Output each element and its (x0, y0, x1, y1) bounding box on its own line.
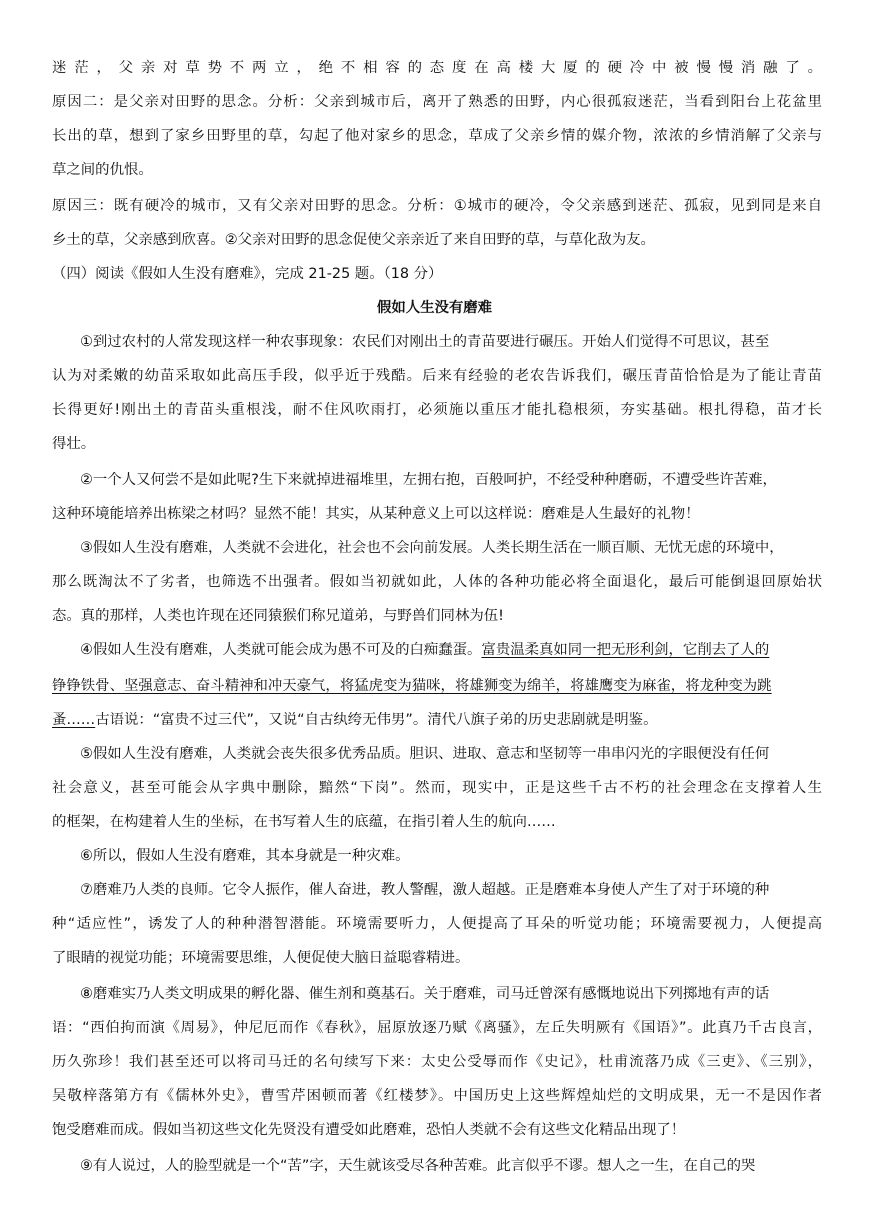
text-line: 社会意义，甚至可能会从字典中删除，黯然“下岗”。然而，现实中，正是这些千古不朽的社会理念在支撑着人生 (52, 780, 822, 796)
text-line (52, 676, 822, 696)
text-segment: ④假如人生没有磨难，人类就可能会成为愚不可及的白痴蠢蛋。 (80, 642, 482, 658)
text-line: ⑥所以，假如人生没有磨难，其本身就是一种灾难。 (80, 848, 410, 864)
text-line: 认为对柔嫩的幼苗采取如此高压手段，似乎近于残酷。后来有经验的老农告诉我们，碾压青苗恰恰是为了能让青苗 (52, 368, 822, 384)
text-line: ⑨有人说过，人的脸型就是一个“苦”字，天生就该受尽各种苦难。此言似乎不谬。想人之一生，在自己的哭 (80, 1158, 756, 1174)
text-line: 种“适应性”，诱发了人的种种潜智潜能。环境需要听力，人便提高了耳朵的听觉功能；环境需要视力，人便提高 (52, 916, 822, 932)
text-line: ①到过农村的人常发现这样一种农事现象：农民们对刚出土的青苗要进行碾压。开始人们觉得不可思议，甚至 (80, 334, 770, 350)
text-line (80, 640, 822, 660)
text-line: ⑦磨难乃人类的良师。它令人振作，催人奋进，教人警醒，激人超越。正是磨难本身使人产生了对于环境的种 (80, 882, 770, 898)
text-segment: 古语说：“富贵不过三代”，又说“自古纨绔无伟男”。清代八旗子弟的历史悲剧就是明鉴。 (95, 712, 658, 728)
text-line: ②一个人又何尝不是如此呢?生下来就掉进福堆里，左拥右抱，百般呵护，不经受种种磨砺，不遭受些许苦难， (80, 472, 777, 488)
text-line: 饱受磨难而成。假如当初这些文化先贤没有遭受如此磨难，恐怕人类就不会有这些文化精品出现了！ (52, 1122, 686, 1138)
text-line (52, 710, 822, 730)
text-line: 这种环境能培养出栋梁之材吗？显然不能！其实，从某种意义上可以这样说：磨难是人生最好的礼物！ (52, 506, 700, 522)
underlined-text: 铮铮铁骨、坚强意志、奋斗精神和冲天豪气，将猛虎变为猫咪，将雄狮变为绵羊，将雄鹰变为麻雀，将龙种变为跳 (52, 678, 772, 694)
text-line: 长得更好!刚出土的青苗头重根浅，耐不住风吹雨打，必须施以重压才能扎稳根须，夯实基础。根扎得稳，苗才长 (52, 402, 822, 418)
section-heading: （四）阅读《假如人生没有磨难》，完成 21-25 题。（18 分） (52, 266, 443, 282)
text-line: 吴敬梓落第方有《儒林外史》，曹雪芹困顿而著《红楼梦》。中国历史上这些辉煌灿烂的文明成果，无一不是因作者 (52, 1088, 822, 1104)
text-line: 历久弥珍！我们甚至还可以将司马迁的名句续写下来：太史公受辱而作《史记》，杜甫流落乃成《三吏》、《三别》， (52, 1054, 822, 1070)
text-line: 长出的草，想到了家乡田野里的草，勾起了他对家乡的思念，草成了父亲乡情的媒介物，浓浓的乡情消解了父亲与 (52, 128, 822, 144)
text-line: 语：“西伯拘而演《周易》，仲尼厄而作《春秋》，屈原放逐乃赋《离骚》，左丘失明厥有《国语》”。此真乃千古良言， (52, 1020, 822, 1036)
text-line: 原因三：既有硬冷的城市，又有父亲对田野的思念。分析：①城市的硬冷，令父亲感到迷茫、孤寂，见到同是来自 (52, 198, 822, 214)
text-line: 迷茫，父亲对草势不两立，绝不相容的态度在高楼大厦的硬冷中被慢慢消融了。 (52, 60, 822, 76)
text-line: 原因二：是父亲对田野的思念。分析：父亲到城市后，离开了熟悉的田野，内心很孤寂迷茫，当看到阳台上花盆里 (52, 94, 822, 110)
text-line: ⑧磨难实乃人类文明成果的孵化器、催生剂和奠基石。关于磨难，司马迁曾深有感慨地说出下列掷地有声的话 (80, 986, 770, 1002)
text-line: 的框架，在构建着人生的坐标，在书写着人生的底蕴，在指引着人生的航向…… (52, 814, 556, 830)
article-title: 假如人生没有磨难 (376, 300, 493, 316)
text-line: 乡土的草，父亲感到欣喜。②父亲对田野的思念促使父亲亲近了来自田野的草，与草化敌为友。 (52, 232, 655, 248)
underlined-text: 富贵温柔真如同一把无形利剑，它削去了人的 (481, 642, 770, 658)
text-line: 得壮。 (52, 436, 96, 452)
text-line: 那么既淘汰不了劣者，也筛选不出强者。假如当初就如此，人体的各种功能必将全面退化，最后可能倒退回原始状 (52, 574, 822, 590)
text-line: 草之间的仇恨。 (52, 162, 153, 178)
text-line: 了眼睛的视觉功能；环境需要思维，人便促使大脑日益聪睿精进。 (52, 950, 470, 966)
text-line: ③假如人生没有磨难，人类就不会进化，社会也不会向前发展。人类长期生活在一顺百顺、无忧无虑的环境中， (80, 540, 784, 556)
text-line: ⑤假如人生没有磨难，人类就会丧失很多优秀品质。胆识、进取、意志和坚韧等一串串闪光的字眼便没有任何 (80, 746, 770, 762)
underlined-text: 蚤…… (52, 712, 96, 728)
text-line: 态。真的那样，人类也许现在还同猿猴们称兄道弟，与野兽们同林为伍! (52, 608, 504, 624)
